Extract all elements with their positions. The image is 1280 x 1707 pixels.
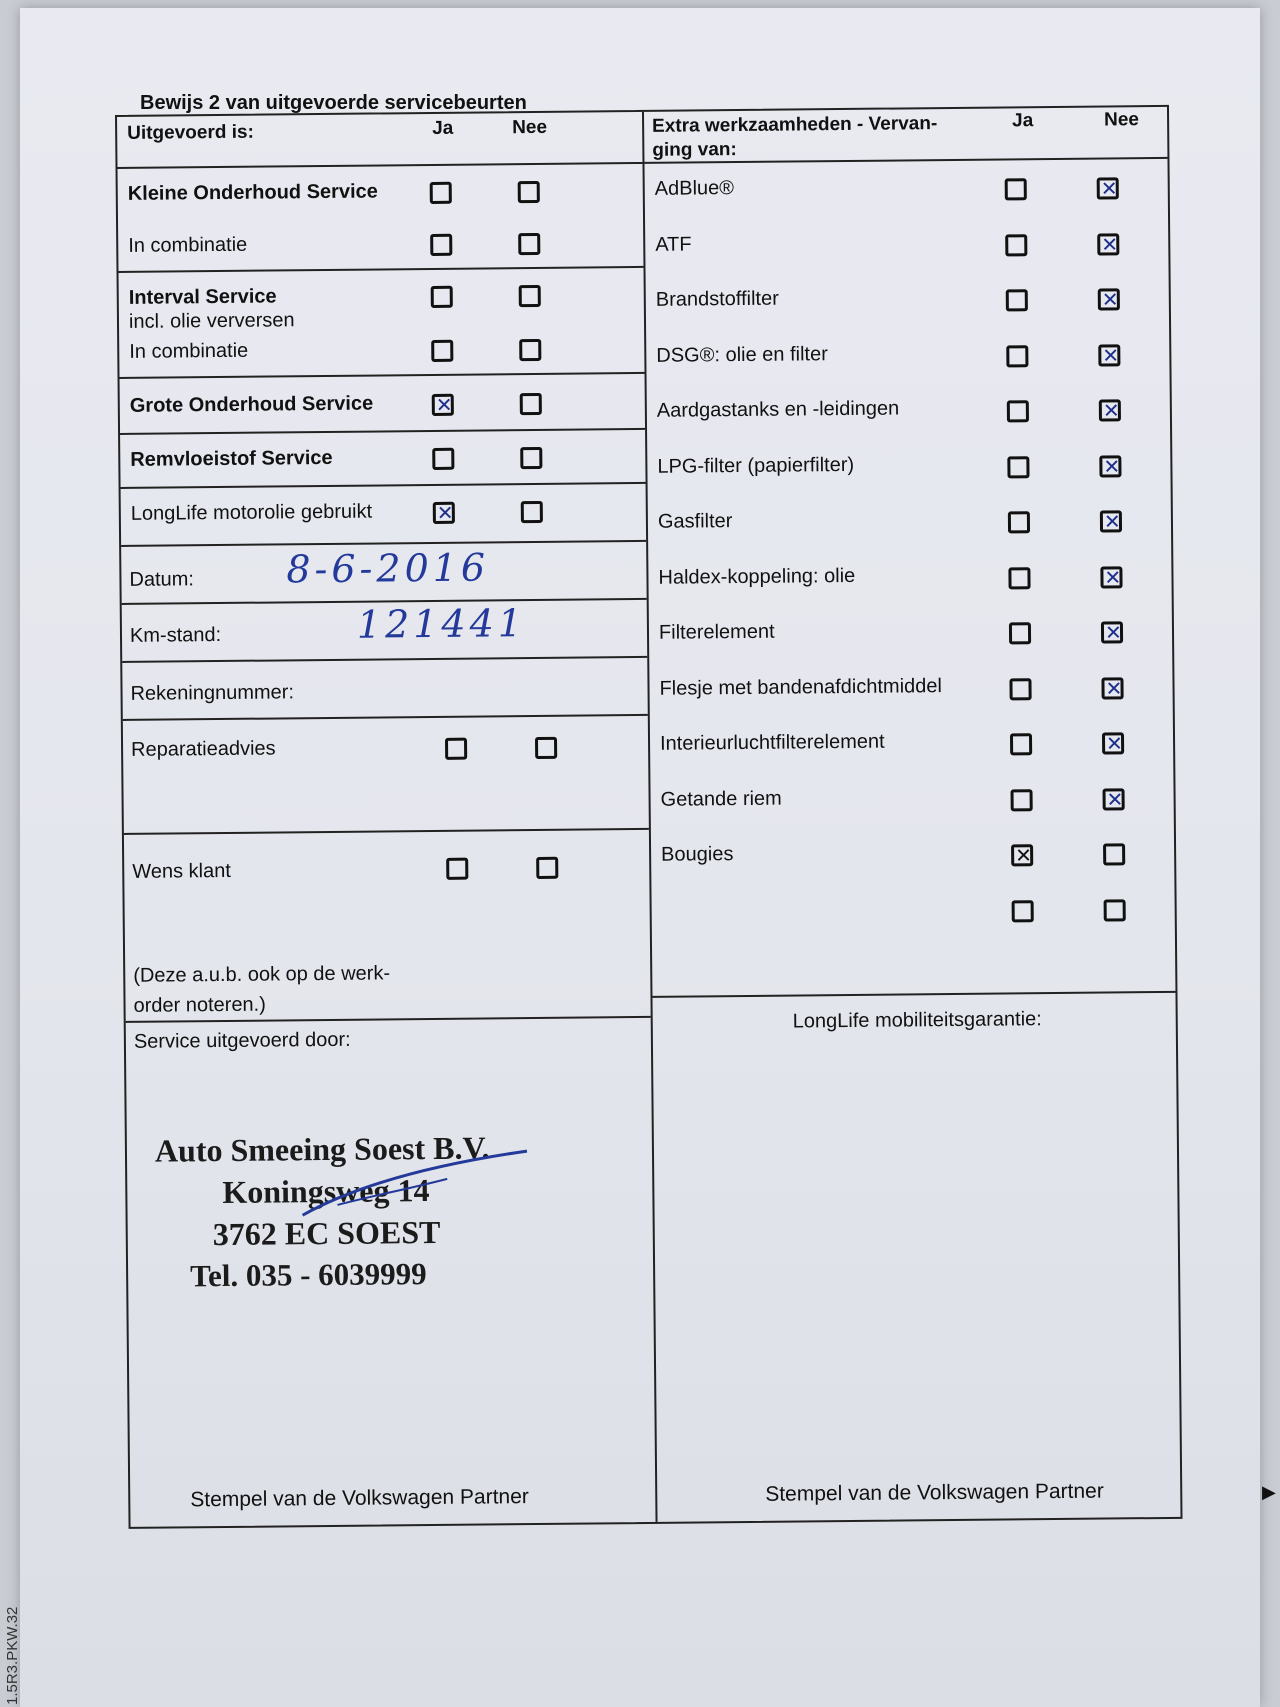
left-row-label: In combinatie [128, 233, 248, 257]
right-header-nee: Nee [1103, 109, 1140, 131]
right-row-ja-checkbox[interactable] [1011, 789, 1033, 811]
right-row-ja-checkbox[interactable] [1007, 400, 1029, 422]
divider [652, 991, 1175, 998]
right-row-nee-checkbox[interactable] [1099, 399, 1121, 421]
km-stand-label: Km-stand: [129, 624, 222, 647]
left-row-ja-checkbox[interactable] [430, 234, 452, 256]
reparatieadvies-ja-checkbox[interactable] [445, 738, 467, 760]
left-row-nee-checkbox[interactable] [519, 339, 541, 361]
left-row-nee-checkbox[interactable] [519, 285, 541, 307]
right-row-label: Bougies [661, 843, 734, 866]
right-header-ja: Ja [1011, 110, 1034, 132]
right-row-ja-checkbox[interactable] [1011, 844, 1033, 866]
right-row-label: Filterelement [658, 620, 775, 644]
divider [123, 714, 648, 721]
left-row-nee-checkbox[interactable] [518, 233, 540, 255]
left-row-nee-checkbox[interactable] [518, 181, 540, 203]
signature [297, 1143, 538, 1225]
rekeningnummer-label: Rekeningnummer: [130, 681, 295, 705]
footer-left: Stempel van de Volkswagen Partner [190, 1485, 529, 1512]
form-title: Bewijs 2 van uitgevoerde servicebeurten [140, 92, 527, 114]
right-row-ja-checkbox[interactable] [1012, 900, 1034, 922]
right-row-label: Aardgastanks en -leidingen [656, 397, 900, 422]
left-row-ja-checkbox[interactable] [433, 502, 455, 524]
right-row-nee-checkbox[interactable] [1099, 455, 1121, 477]
left-row-label: Remvloeistof Service [130, 446, 333, 471]
wens-klant-note-line2: order noteren.) [133, 993, 266, 1017]
right-row-nee-checkbox[interactable] [1100, 566, 1122, 588]
left-row-label: Grote Onderhoud Service [129, 392, 374, 417]
right-row-label: Brandstoffilter [655, 287, 779, 311]
right-row-label: Getande riem [660, 787, 782, 811]
next-page-arrow-icon: ▶ [1262, 1482, 1276, 1502]
right-row-nee-checkbox[interactable] [1101, 621, 1123, 643]
datum-label: Datum: [129, 568, 195, 591]
right-row-nee-checkbox[interactable] [1104, 899, 1126, 921]
right-row-ja-checkbox[interactable] [1009, 678, 1031, 700]
service-form [115, 105, 1183, 1529]
right-row-ja-checkbox[interactable] [1010, 733, 1032, 755]
right-row-ja-checkbox[interactable] [1009, 622, 1031, 644]
divider [120, 372, 645, 379]
left-header-nee: Nee [512, 116, 548, 139]
left-row-label: LongLife motorolie gebruikt [130, 500, 373, 525]
side-code: 1.5R3.PKW.32 [4, 1606, 21, 1705]
right-row-nee-checkbox[interactable] [1097, 233, 1119, 255]
left-row-nee-checkbox[interactable] [520, 447, 542, 469]
left-row-ja-checkbox[interactable] [431, 340, 453, 362]
right-row-label: Gasfilter [657, 510, 733, 533]
right-row-ja-checkbox[interactable] [1005, 178, 1027, 200]
left-row-nee-checkbox[interactable] [521, 501, 543, 523]
left-row-nee-checkbox[interactable] [520, 393, 542, 415]
divider [120, 428, 645, 435]
stamp-line4: Tel. 035 - 6039999 [189, 1256, 427, 1294]
right-row-label: Flesje met bandenafdichtmiddel [659, 674, 943, 700]
wens-klant-note-line1: (Deze a.u.b. ook op de werk- [133, 962, 391, 987]
right-row-ja-checkbox[interactable] [1008, 567, 1030, 589]
left-row-label: Kleine Onderhoud Service [127, 180, 378, 205]
divider [124, 828, 649, 835]
right-row-nee-checkbox[interactable] [1098, 288, 1120, 310]
left-row-ja-checkbox[interactable] [430, 182, 452, 204]
left-row-label: Interval Service [128, 285, 277, 309]
right-row-nee-checkbox[interactable] [1103, 843, 1125, 865]
left-row-ja-checkbox[interactable] [432, 448, 454, 470]
datum-value[interactable]: 8-6-2016 [286, 545, 490, 592]
right-row-ja-checkbox[interactable] [1005, 234, 1027, 256]
right-row-nee-checkbox[interactable] [1101, 677, 1123, 699]
left-column [117, 112, 658, 1527]
right-row-ja-checkbox[interactable] [1006, 345, 1028, 367]
left-header-label: Uitgevoerd is: [127, 121, 254, 144]
right-row-nee-checkbox[interactable] [1100, 510, 1122, 532]
right-column [644, 107, 1181, 1522]
right-row-label: ATF [655, 232, 692, 256]
left-header-ja: Ja [432, 117, 454, 139]
right-row-label: AdBlue® [654, 177, 735, 200]
right-row-ja-checkbox[interactable] [1007, 456, 1029, 478]
right-row-nee-checkbox[interactable] [1103, 788, 1125, 810]
right-header-line2: ging van: [652, 139, 737, 161]
reparatieadvies-label: Reparatieadvies [130, 737, 276, 761]
left-row-ja-checkbox[interactable] [431, 286, 453, 308]
left-row-ja-checkbox[interactable] [432, 394, 454, 416]
longlife-label: LongLife mobiliteitsgarantie: [792, 1008, 1042, 1033]
right-row-label: DSG®: olie en filter [656, 342, 828, 367]
wens-klant-nee-checkbox[interactable] [536, 857, 558, 879]
left-row-label: In combinatie [129, 339, 249, 363]
divider [122, 656, 647, 663]
divider [117, 162, 642, 169]
right-row-ja-checkbox[interactable] [1008, 511, 1030, 533]
footer-right: Stempel van de Volkswagen Partner [765, 1479, 1104, 1506]
stamp-line2: Koningsweg 14 [222, 1172, 430, 1211]
right-row-nee-checkbox[interactable] [1102, 732, 1124, 754]
reparatieadvies-nee-checkbox[interactable] [535, 737, 557, 759]
right-row-label: Interieurluchtfilterelement [659, 730, 885, 755]
right-row-nee-checkbox[interactable] [1098, 344, 1120, 366]
right-row-ja-checkbox[interactable] [1006, 289, 1028, 311]
right-row-nee-checkbox[interactable] [1097, 177, 1119, 199]
right-row-label: Haldex-koppeling: olie [658, 564, 856, 589]
divider [118, 266, 643, 273]
stamp-line1: Auto Smeeing Soest B.V. [154, 1129, 490, 1169]
km-stand-value[interactable]: 121441 [356, 601, 527, 647]
wens-klant-ja-checkbox[interactable] [446, 858, 468, 880]
right-row-label: LPG-filter (papierfilter) [657, 453, 855, 478]
right-header-line1: Extra werkzaamheden - Vervan- [652, 113, 938, 137]
left-row-sublabel: incl. olie verversen [128, 309, 295, 333]
service-by-label: Service uitgevoerd door: [133, 1028, 351, 1053]
stamp-line3: 3762 EC SOEST [212, 1213, 441, 1253]
wens-klant-label: Wens klant [132, 859, 231, 883]
divider [121, 482, 646, 489]
